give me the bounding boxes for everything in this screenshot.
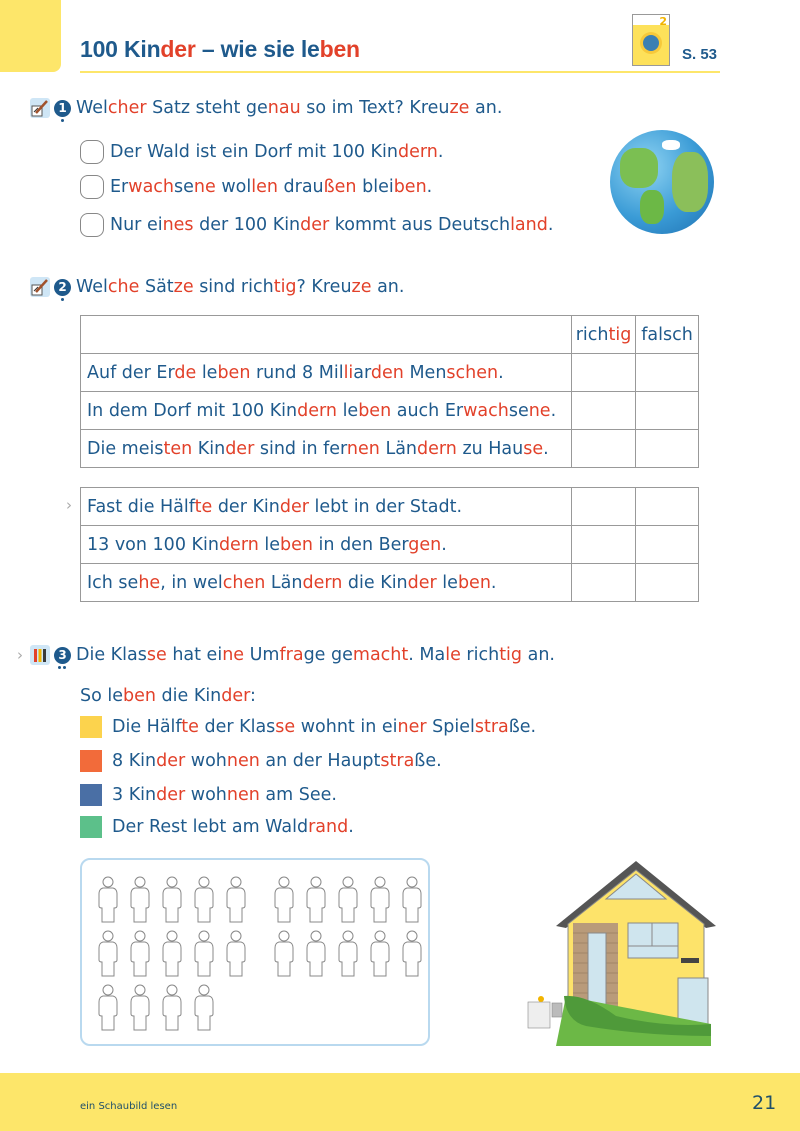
task-3-text: Die Klasse hat eine Umfrage gemacht. Male richtig an. xyxy=(76,645,555,665)
title-part: ben xyxy=(319,36,360,62)
chevron-right-icon: › xyxy=(66,496,72,514)
legend-item-yellow xyxy=(80,716,536,738)
book-cover-icon xyxy=(632,14,670,66)
falsch-answer-cell[interactable] xyxy=(636,392,699,430)
color-swatch-green xyxy=(80,816,102,838)
richtig-answer-cell[interactable] xyxy=(572,354,636,392)
book-globe-icon xyxy=(643,35,659,51)
person-figure[interactable] xyxy=(98,984,118,1032)
statement-cell: Ich sehe, in welchen Ländern die Kinder leben. xyxy=(81,564,572,602)
legend-text: 8 Kinder wohnen an der Hauptstraße. xyxy=(112,751,442,771)
falsch-answer-cell[interactable] xyxy=(636,526,699,564)
page-reference: S. 53 xyxy=(682,46,718,63)
task-1-option-1[interactable] xyxy=(80,140,443,164)
richtig-answer-cell[interactable] xyxy=(572,526,636,564)
statement-cell: In dem Dorf mit 100 Kindern leben auch Erwachsene. xyxy=(81,392,572,430)
person-figure[interactable] xyxy=(130,984,150,1032)
person-figure[interactable] xyxy=(98,930,118,978)
richtig-answer-cell[interactable] xyxy=(572,488,636,526)
task-1-option-2[interactable] xyxy=(80,175,432,199)
checkbox[interactable] xyxy=(80,140,104,164)
color-swatch-blue xyxy=(80,784,102,806)
falsch-answer-cell[interactable] xyxy=(636,354,699,392)
legend-item-orange xyxy=(80,750,442,772)
page-number: 21 xyxy=(752,1092,777,1114)
task-3-subtitle: So leben die Kinder: xyxy=(80,686,256,706)
color-swatch-orange xyxy=(80,750,102,772)
person-figure[interactable] xyxy=(194,876,214,924)
legend-item-green xyxy=(80,816,354,838)
corner-tab xyxy=(0,0,61,72)
table-row xyxy=(81,564,699,602)
richtig-answer-cell[interactable] xyxy=(572,430,636,468)
person-figure[interactable] xyxy=(194,984,214,1032)
statement-cell: Die meisten Kinder sind in fernen Ländern zu Hause. xyxy=(81,430,572,468)
title-part: der xyxy=(160,36,196,62)
house-illustration xyxy=(526,856,716,1046)
falsch-answer-cell[interactable] xyxy=(636,488,699,526)
statement-cell: Auf der Erde leben rund 8 Milliarden Menschen. xyxy=(81,354,572,392)
task-1-option-3[interactable] xyxy=(80,213,553,237)
person-figure[interactable] xyxy=(130,876,150,924)
color-swatch-yellow xyxy=(80,716,102,738)
person-figure[interactable] xyxy=(162,876,182,924)
checkbox[interactable] xyxy=(80,213,104,237)
statement-cell: Fast die Hälfte der Kinder lebt in der Stadt. xyxy=(81,488,572,526)
person-figure[interactable] xyxy=(130,930,150,978)
table-row xyxy=(81,354,699,392)
person-figure[interactable] xyxy=(226,930,246,978)
title-underline xyxy=(80,71,720,73)
option-text: Erwachsene wollen draußen bleiben. xyxy=(110,177,433,197)
table-row xyxy=(81,430,699,468)
person-figure[interactable] xyxy=(306,876,326,924)
colored-pencils-icon xyxy=(30,645,50,665)
book-number: 2 xyxy=(659,15,667,28)
richtig-answer-cell[interactable] xyxy=(572,564,636,602)
falsch-answer-cell[interactable] xyxy=(636,564,699,602)
option-text: Nur eines der 100 Kinder kommt aus Deutschland. xyxy=(110,215,554,235)
person-figure[interactable] xyxy=(162,984,182,1032)
person-figure[interactable] xyxy=(402,876,422,924)
title-part: 100 Kin xyxy=(80,36,161,62)
task-number-badge: 2 xyxy=(54,279,71,296)
person-figure[interactable] xyxy=(402,930,422,978)
person-figure[interactable] xyxy=(98,876,118,924)
task-3-prompt xyxy=(30,645,555,665)
people-coloring-box xyxy=(80,858,430,1046)
checkbox[interactable] xyxy=(80,175,104,199)
person-figure[interactable] xyxy=(370,930,390,978)
legend-text: 3 Kinder wohnen am See. xyxy=(112,785,337,805)
option-text: Der Wald ist ein Dorf mit 100 Kindern. xyxy=(110,142,444,162)
task-1-prompt xyxy=(30,98,502,118)
table-row xyxy=(81,526,699,564)
person-figure[interactable] xyxy=(338,876,358,924)
task-number-badge: 3 xyxy=(54,647,71,664)
header-richtig: richtig xyxy=(572,316,636,354)
person-figure[interactable] xyxy=(194,930,214,978)
true-false-table-2 xyxy=(80,487,699,602)
pencil-check-icon xyxy=(30,98,50,118)
footer-topic: ein Schaubild lesen xyxy=(80,1101,178,1112)
person-figure[interactable] xyxy=(274,876,294,924)
page-title xyxy=(80,36,360,63)
true-false-table-1 xyxy=(80,315,699,468)
person-figure[interactable] xyxy=(162,930,182,978)
person-figure[interactable] xyxy=(226,876,246,924)
table-row xyxy=(81,488,699,526)
person-figure[interactable] xyxy=(370,876,390,924)
chevron-right-icon: › xyxy=(17,646,23,664)
header-falsch: falsch xyxy=(636,316,699,354)
task-2-prompt xyxy=(30,277,404,297)
legend-text: Der Rest lebt am Waldrand. xyxy=(112,817,354,837)
task-2-text: Welche Sätze sind richtig? Kreuze an. xyxy=(76,277,405,297)
legend-item-blue xyxy=(80,784,337,806)
task-number-badge: 1 xyxy=(54,100,71,117)
statement-cell: 13 von 100 Kindern leben in den Bergen. xyxy=(81,526,572,564)
table-row xyxy=(81,392,699,430)
person-figure[interactable] xyxy=(338,930,358,978)
pencil-check-icon xyxy=(30,277,50,297)
person-figure[interactable] xyxy=(274,930,294,978)
falsch-answer-cell[interactable] xyxy=(636,430,699,468)
task-1-text: Welcher Satz steht genau so im Text? Kreuze an. xyxy=(76,98,503,118)
person-figure[interactable] xyxy=(306,930,326,978)
header-empty-cell xyxy=(81,316,572,354)
legend-text: Die Hälfte der Klasse wohnt in einer Spielstraße. xyxy=(112,717,537,737)
richtig-answer-cell[interactable] xyxy=(572,392,636,430)
title-part: – wie sie le xyxy=(195,36,320,62)
earth-globe-illustration xyxy=(610,130,714,234)
table-header-row xyxy=(81,316,699,354)
